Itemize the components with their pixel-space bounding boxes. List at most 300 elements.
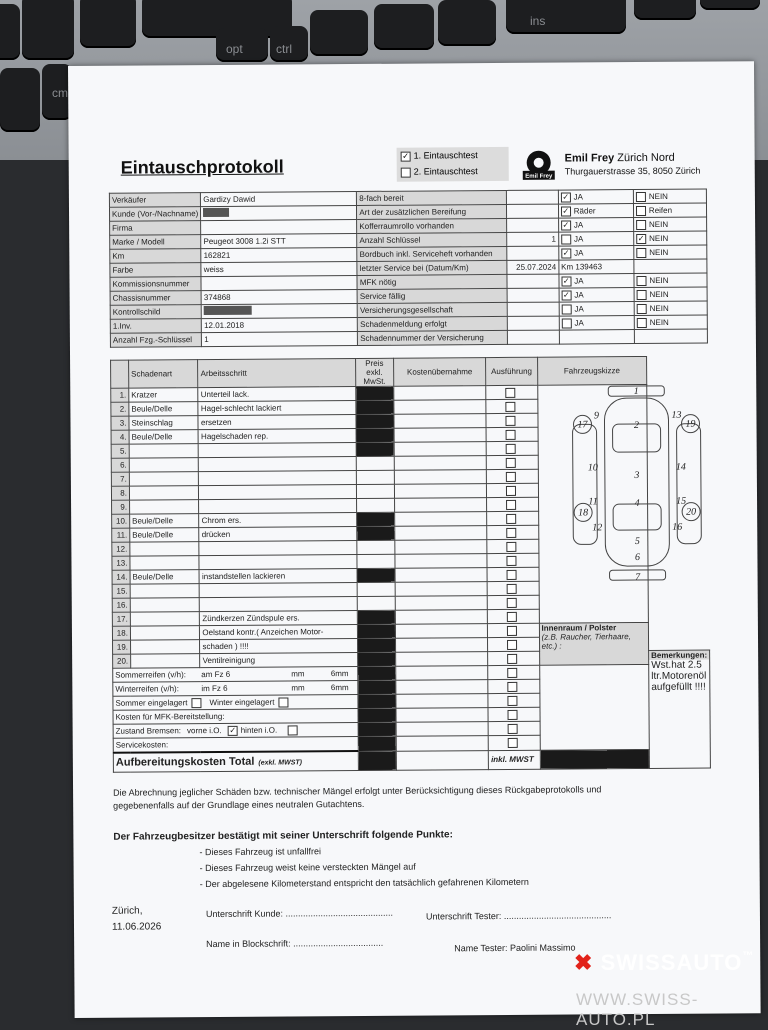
info-label: Kommissionsnummer [110, 277, 201, 292]
header-work-step: Arbeitsschritt [198, 359, 355, 388]
info-option-a[interactable] [558, 190, 633, 205]
execution-cell[interactable] [488, 665, 539, 679]
checkbox-icon[interactable]: ✓ [562, 192, 570, 202]
protocol-sheet [68, 61, 761, 1018]
row-number: 9. [112, 500, 130, 514]
redacted-mark [203, 208, 229, 217]
checkbox-icon[interactable] [562, 318, 572, 328]
damage-type[interactable] [130, 584, 200, 598]
checkbox-icon[interactable] [507, 625, 517, 635]
info-option-a[interactable] [559, 316, 634, 331]
option-label: JA [573, 220, 584, 230]
damage-type[interactable] [130, 598, 200, 612]
work-step[interactable] [199, 498, 356, 513]
price-cell[interactable] [356, 414, 394, 428]
damage-type[interactable]: Steinschlag [129, 416, 199, 430]
damage-type[interactable] [131, 654, 201, 668]
execution-cell[interactable] [487, 553, 538, 567]
keyboard-key-ctrl [270, 26, 308, 62]
info-label: Chassisnummer [110, 291, 201, 306]
execution-cell[interactable] [488, 623, 539, 637]
info-option-b[interactable] [634, 231, 707, 246]
info-option-b[interactable] [634, 315, 707, 330]
price-cell[interactable] [356, 512, 394, 526]
row-number: 14. [112, 570, 130, 584]
option-label: NEIN [649, 275, 669, 285]
row-number: 19. [113, 640, 131, 654]
price-cell[interactable] [356, 456, 394, 470]
damage-type[interactable] [129, 458, 199, 472]
keyboard-key [0, 68, 40, 132]
watermark-swiss: SWISS [600, 950, 677, 975]
keyboard-key [0, 4, 20, 60]
option-label: NEIN [649, 247, 669, 257]
info-value[interactable] [201, 303, 357, 318]
execution-cell[interactable] [487, 581, 538, 595]
checkbox-icon[interactable] [508, 738, 518, 748]
total-coverage[interactable] [396, 750, 488, 770]
info-question-value[interactable] [506, 190, 558, 204]
total-vat-value[interactable] [540, 749, 650, 769]
info-question: Art der zusätzlichen Bereifung [357, 204, 507, 219]
watermark-url: WWW.SWISS-AUTO.PL [576, 990, 699, 1029]
work-step[interactable]: Oelstand kontr.( Anzeichen Motor- [200, 624, 357, 639]
header-number [111, 360, 129, 388]
svg-text:17: 17 [577, 419, 588, 431]
damage-type[interactable] [129, 486, 199, 500]
key-label: cm [52, 86, 68, 100]
option-label: JA [573, 192, 584, 202]
execution-cell[interactable] [487, 595, 538, 609]
checkbox-icon[interactable]: ✓ [562, 220, 570, 230]
info-question-value[interactable] [507, 274, 559, 288]
info-value[interactable] [201, 219, 357, 234]
checkbox-icon[interactable] [507, 611, 517, 621]
damage-type[interactable]: Beule/Delle [130, 514, 200, 528]
svg-text:14: 14 [675, 461, 686, 473]
test-option-label: 1. Eintauschtest [413, 150, 478, 161]
cost-coverage-cell[interactable] [395, 554, 487, 569]
work-step[interactable] [200, 596, 357, 611]
cost-coverage-cell[interactable] [394, 428, 486, 443]
brakes-price[interactable] [358, 722, 396, 736]
checkbox-icon[interactable] [505, 387, 515, 397]
checkbox-icon[interactable]: ✓ [402, 151, 410, 161]
checkbox-icon[interactable]: ✓ [562, 290, 570, 300]
brand-name [565, 152, 675, 165]
summer-tyres-part: Sommerreifen (v/h): [115, 670, 186, 680]
info-option-a[interactable] [559, 288, 634, 303]
winter-tyres-part: mm [335, 683, 349, 693]
price-cell[interactable] [355, 386, 393, 400]
emil-frey-logo-icon [521, 149, 557, 183]
work-step[interactable]: Zündkerzen Zündspule ers. [200, 610, 357, 625]
work-step[interactable] [199, 470, 356, 485]
execution-cell[interactable] [488, 609, 539, 623]
checkbox-icon[interactable] [506, 569, 516, 579]
swissauto-x-icon: ✖ [574, 950, 594, 975]
checkbox-icon[interactable]: ✓ [637, 233, 645, 243]
execution-cell[interactable] [487, 483, 538, 497]
brand-address: Thurgauerstrasse 35, 8050 Zürich [564, 165, 701, 177]
damage-type[interactable]: Beule/Delle [129, 402, 199, 416]
damage-type[interactable] [129, 472, 199, 486]
summer-tyres-price[interactable] [357, 666, 395, 680]
info-question-value[interactable] [506, 204, 558, 218]
price-cell[interactable] [356, 400, 394, 414]
info-option-a[interactable] [559, 302, 634, 317]
summer-tyres-coverage[interactable] [396, 666, 488, 681]
damage-type[interactable] [130, 612, 200, 626]
info-question-value[interactable] [507, 302, 559, 316]
damage-type[interactable] [130, 626, 200, 640]
brakes-coverage[interactable] [396, 722, 488, 737]
info-question: Bordbuch inkl. Serviceheft vorhanden [357, 246, 507, 261]
service-costs-price[interactable] [358, 736, 396, 751]
info-option-a[interactable] [559, 246, 634, 261]
cost-coverage-cell[interactable] [394, 484, 486, 499]
checkbox-icon[interactable] [636, 289, 646, 299]
summer-tyres-part: 6 [330, 669, 336, 679]
work-step[interactable] [199, 484, 356, 499]
info-label: Kunde (Vor-/Nachname) [109, 207, 200, 222]
execution-cell[interactable] [488, 707, 539, 721]
name-block-letters: Name in Blockschrift: .................................... [206, 937, 384, 950]
checkbox-icon[interactable] [507, 653, 517, 663]
cost-coverage-cell[interactable] [395, 624, 487, 639]
svg-text:13: 13 [671, 409, 682, 421]
damage-type[interactable]: Kratzer [129, 388, 199, 402]
info-value[interactable]: Peugeot 3008 1.2i STT [201, 233, 357, 248]
work-step[interactable] [199, 540, 356, 555]
header-execution: Ausführung [486, 357, 538, 385]
price-cell[interactable] [357, 652, 395, 666]
total-price[interactable] [358, 751, 396, 771]
checkbox-icon[interactable] [506, 513, 516, 523]
winter-tyres-coverage[interactable] [396, 680, 488, 695]
row-number: 6. [111, 458, 129, 472]
checkbox-icon[interactable] [507, 681, 517, 691]
checkbox-icon[interactable] [401, 167, 411, 177]
checkbox-icon[interactable] [506, 485, 516, 495]
info-option-b[interactable] [633, 203, 706, 218]
stored-label: Sommer eingelagert [115, 697, 188, 708]
price-cell[interactable] [357, 596, 395, 610]
price-cell[interactable] [357, 568, 395, 582]
mfk-costs-coverage[interactable] [396, 708, 488, 723]
total-hint: (exkl. MWST) [258, 759, 302, 767]
checkbox-icon[interactable] [636, 275, 646, 285]
info-option-b[interactable] [634, 301, 707, 316]
remarks-label: Bemerkungen: [651, 650, 708, 660]
execution-cell[interactable] [486, 385, 537, 399]
cost-coverage-cell[interactable] [395, 596, 487, 611]
checkbox-icon[interactable] [507, 709, 517, 719]
row-number: 20. [113, 654, 131, 668]
info-label: Verkäufer [109, 193, 200, 208]
damage-type[interactable] [130, 556, 200, 570]
damage-type[interactable] [130, 542, 200, 556]
info-question: Versicherungsgesellschaft [357, 302, 507, 317]
cost-coverage-cell[interactable] [394, 386, 486, 401]
brakes-label: Zustand Bremsen: [115, 725, 182, 736]
row-number: 11. [112, 528, 130, 542]
svg-text:3: 3 [634, 470, 640, 482]
option-label: NEIN [648, 191, 668, 201]
damage-type[interactable]: Beule/Delle [130, 570, 200, 584]
execution-cell[interactable] [486, 427, 537, 441]
price-cell[interactable] [356, 428, 394, 442]
row-number: 4. [111, 430, 129, 444]
info-question-value[interactable] [507, 288, 559, 302]
price-cell[interactable] [357, 582, 395, 596]
checkbox-icon[interactable] [278, 697, 288, 707]
test-option-2[interactable] [397, 163, 509, 180]
work-step[interactable]: drücken [199, 526, 356, 541]
price-cell[interactable] [357, 540, 395, 554]
checkbox-icon[interactable] [507, 639, 517, 649]
header-damage-type: Schadenart [129, 360, 199, 388]
info-option-a[interactable] [558, 218, 633, 233]
brakes-rear: hinten i.O. [240, 725, 278, 735]
row-number: 17. [112, 612, 130, 626]
cost-coverage-cell[interactable] [394, 442, 486, 457]
svg-text:5: 5 [634, 536, 640, 548]
checkbox-icon[interactable] [636, 247, 646, 257]
info-option-b[interactable] [633, 217, 706, 232]
info-question: MFK nötig [357, 274, 507, 289]
checkbox-icon[interactable]: ✓ [562, 206, 570, 216]
cost-coverage-cell[interactable] [395, 610, 487, 625]
row-number: 3. [111, 416, 129, 430]
execution-cell[interactable] [487, 511, 538, 525]
info-option-b[interactable] [634, 273, 707, 288]
info-option-a[interactable] [559, 274, 634, 289]
work-step[interactable]: Unterteil lack. [198, 387, 355, 402]
damage-type[interactable] [129, 500, 199, 514]
test-selection-box [397, 147, 509, 182]
keyboard-key [634, 0, 696, 20]
info-value[interactable] [201, 205, 357, 220]
checkbox-icon[interactable] [506, 457, 516, 467]
checkbox-icon[interactable] [507, 597, 517, 607]
price-cell[interactable] [357, 624, 395, 638]
disclaimer-line-1: Die Abrechnung jeglicher Schäden bzw. technischer Mängel erfolgt unter Berücksichtigung dieses Rückgabeprotokolls und [113, 784, 602, 798]
cost-coverage-cell[interactable] [395, 526, 487, 541]
price-cell[interactable] [356, 526, 394, 540]
checkbox-icon[interactable] [506, 541, 516, 551]
execution-cell[interactable] [488, 679, 539, 693]
info-value[interactable]: 374868 [201, 289, 357, 304]
checkbox-icon[interactable] [636, 191, 646, 201]
option-label: Reifen [648, 205, 673, 215]
info-question: 8-fach bereit [357, 190, 507, 205]
svg-text:12: 12 [592, 522, 603, 534]
checkbox-icon[interactable] [561, 304, 571, 314]
mfk-costs-price[interactable] [358, 708, 396, 722]
checkbox-icon[interactable] [506, 443, 516, 453]
remarks-text: Wst.hat 2.5 ltr.Motorenöl aufgefüllt !!!! [651, 659, 707, 693]
execution-cell[interactable] [487, 567, 538, 581]
info-value[interactable]: 162821 [201, 247, 357, 262]
execution-cell[interactable] [488, 637, 539, 651]
checkbox-icon[interactable] [506, 583, 516, 593]
checkbox-icon[interactable] [637, 303, 647, 313]
signature-customer: Unterschrift Kunde: ........................................... [205, 907, 394, 920]
svg-text:9: 9 [593, 410, 599, 422]
price-cell[interactable] [356, 484, 394, 498]
remarks-cell[interactable] [649, 650, 711, 768]
option-label: JA [574, 290, 584, 300]
cost-coverage-cell[interactable] [394, 498, 486, 513]
cost-coverage-cell[interactable] [395, 652, 487, 667]
price-cell[interactable] [356, 498, 394, 512]
execution-cell[interactable] [487, 539, 538, 553]
keyboard-key [700, 0, 760, 10]
service-costs-coverage[interactable] [396, 736, 488, 751]
winter-tyres-price[interactable] [358, 680, 396, 694]
price-cell[interactable] [357, 554, 395, 568]
work-step[interactable] [199, 456, 356, 471]
checkbox-icon[interactable] [191, 698, 201, 708]
info-label: Farbe [110, 263, 201, 278]
execution-cell[interactable] [486, 413, 537, 427]
cost-coverage-cell[interactable] [395, 512, 487, 527]
execution-cell[interactable] [488, 651, 539, 665]
work-step[interactable] [199, 442, 356, 457]
checkbox-icon[interactable] [505, 401, 515, 411]
checkbox-icon[interactable] [637, 317, 647, 327]
info-option-b[interactable] [634, 245, 707, 260]
info-value[interactable]: 12.01.2018 [202, 317, 358, 332]
info-question-value[interactable] [507, 330, 559, 344]
checkbox-icon[interactable]: ✓ [229, 725, 237, 735]
info-question-value[interactable]: 1 [507, 232, 559, 246]
info-value[interactable]: weiss [201, 261, 357, 276]
price-cell[interactable] [356, 442, 394, 456]
work-step[interactable]: Hagel-schlecht lackiert [198, 401, 355, 416]
info-value[interactable]: 1 [202, 331, 358, 346]
damage-type[interactable]: Beule/Delle [129, 430, 199, 444]
checkbox-icon[interactable]: ✓ [562, 248, 570, 258]
price-cell[interactable] [357, 638, 395, 652]
info-label: Anzahl Fzg.-Schlüssel [110, 333, 201, 348]
checkbox-icon[interactable] [506, 555, 516, 565]
info-option-b[interactable] [633, 189, 706, 204]
execution-cell[interactable] [487, 497, 538, 511]
damage-type[interactable] [129, 444, 199, 458]
info-question-value[interactable] [507, 218, 559, 232]
header-price: Preis exkl. MwSt. [355, 358, 393, 386]
checkbox-icon[interactable] [506, 527, 516, 537]
info-option-a[interactable] [558, 232, 633, 247]
checkbox-icon[interactable] [507, 723, 517, 733]
checkbox-icon[interactable] [507, 667, 517, 677]
info-value[interactable]: Gardizy Dawid [201, 191, 357, 206]
cost-coverage-cell[interactable] [395, 568, 487, 583]
checkbox-icon[interactable] [287, 725, 297, 735]
execution-cell[interactable] [488, 721, 539, 735]
price-cell[interactable] [357, 610, 395, 624]
work-step[interactable]: ersetzen [198, 415, 355, 430]
checkbox-icon[interactable]: ✓ [562, 276, 570, 286]
test-option-1[interactable] [397, 147, 509, 164]
checkbox-icon[interactable] [636, 205, 646, 215]
checkbox-icon[interactable] [506, 499, 516, 509]
interior-cell[interactable] [539, 622, 649, 665]
work-step[interactable]: Ventilreinigung [200, 652, 357, 667]
price-cell[interactable] [356, 470, 394, 484]
work-step[interactable]: Chrom ers. [199, 512, 356, 527]
option-label: JA [574, 304, 584, 314]
brakes-front: vorne i.O. [186, 725, 222, 735]
option-label: NEIN [649, 233, 669, 243]
info-question-value[interactable] [507, 316, 559, 330]
option-label: NEIN [649, 303, 669, 313]
info-option-a[interactable] [558, 204, 633, 219]
svg-text:20: 20 [686, 506, 697, 518]
execution-cell[interactable] [486, 455, 537, 469]
checkbox-icon[interactable] [505, 429, 515, 439]
execution-cell[interactable] [487, 469, 538, 483]
cost-coverage-cell[interactable] [395, 582, 487, 597]
work-step[interactable]: schaden ) !!!! [200, 638, 357, 653]
execution-cell[interactable] [487, 525, 538, 539]
info-value[interactable] [201, 275, 357, 290]
execution-cell[interactable] [486, 399, 537, 413]
keyboard-key [22, 0, 74, 60]
svg-text:19: 19 [685, 418, 696, 430]
info-question: Kofferraumrollo vorhanden [357, 218, 507, 233]
execution-cell[interactable] [488, 693, 539, 707]
svg-text:11: 11 [588, 496, 598, 508]
checkbox-icon[interactable] [561, 234, 571, 244]
option-label: NEIN [648, 219, 669, 229]
stored-coverage[interactable] [396, 694, 488, 709]
total-label-cell [113, 751, 358, 772]
damage-type[interactable]: Beule/Delle [130, 528, 200, 542]
brand-location: Zürich Nord [617, 151, 675, 165]
info-option-b[interactable] [634, 287, 707, 302]
info-label: Firma [110, 221, 201, 236]
cost-coverage-cell[interactable] [394, 470, 486, 485]
info-option-b [634, 259, 707, 274]
execution-cell[interactable] [486, 441, 537, 455]
row-number: 7. [111, 472, 129, 486]
checkbox-icon[interactable] [636, 219, 646, 229]
execution-cell[interactable] [488, 735, 539, 750]
info-option-a [559, 330, 634, 345]
checkbox-icon[interactable] [506, 471, 516, 481]
cost-coverage-cell[interactable] [394, 414, 486, 429]
checkbox-icon[interactable] [505, 415, 515, 425]
damage-type[interactable] [130, 640, 200, 654]
work-step[interactable] [199, 554, 356, 569]
work-step[interactable]: instandstellen lackieren [199, 568, 356, 583]
checkbox-icon[interactable] [507, 695, 517, 705]
cost-coverage-cell[interactable] [394, 400, 486, 415]
info-label: 1.Inv. [110, 319, 201, 334]
cost-coverage-cell[interactable] [395, 540, 487, 555]
keyboard-key [438, 0, 496, 46]
stored-price[interactable] [358, 694, 396, 708]
info-question-value[interactable] [507, 246, 559, 260]
cost-coverage-cell[interactable] [394, 456, 486, 471]
work-step[interactable] [200, 582, 357, 597]
work-step[interactable]: Hagelschaden rep. [198, 428, 355, 443]
info-question-value[interactable]: 25.07.2024 [507, 260, 559, 274]
cost-coverage-cell[interactable] [395, 638, 487, 653]
